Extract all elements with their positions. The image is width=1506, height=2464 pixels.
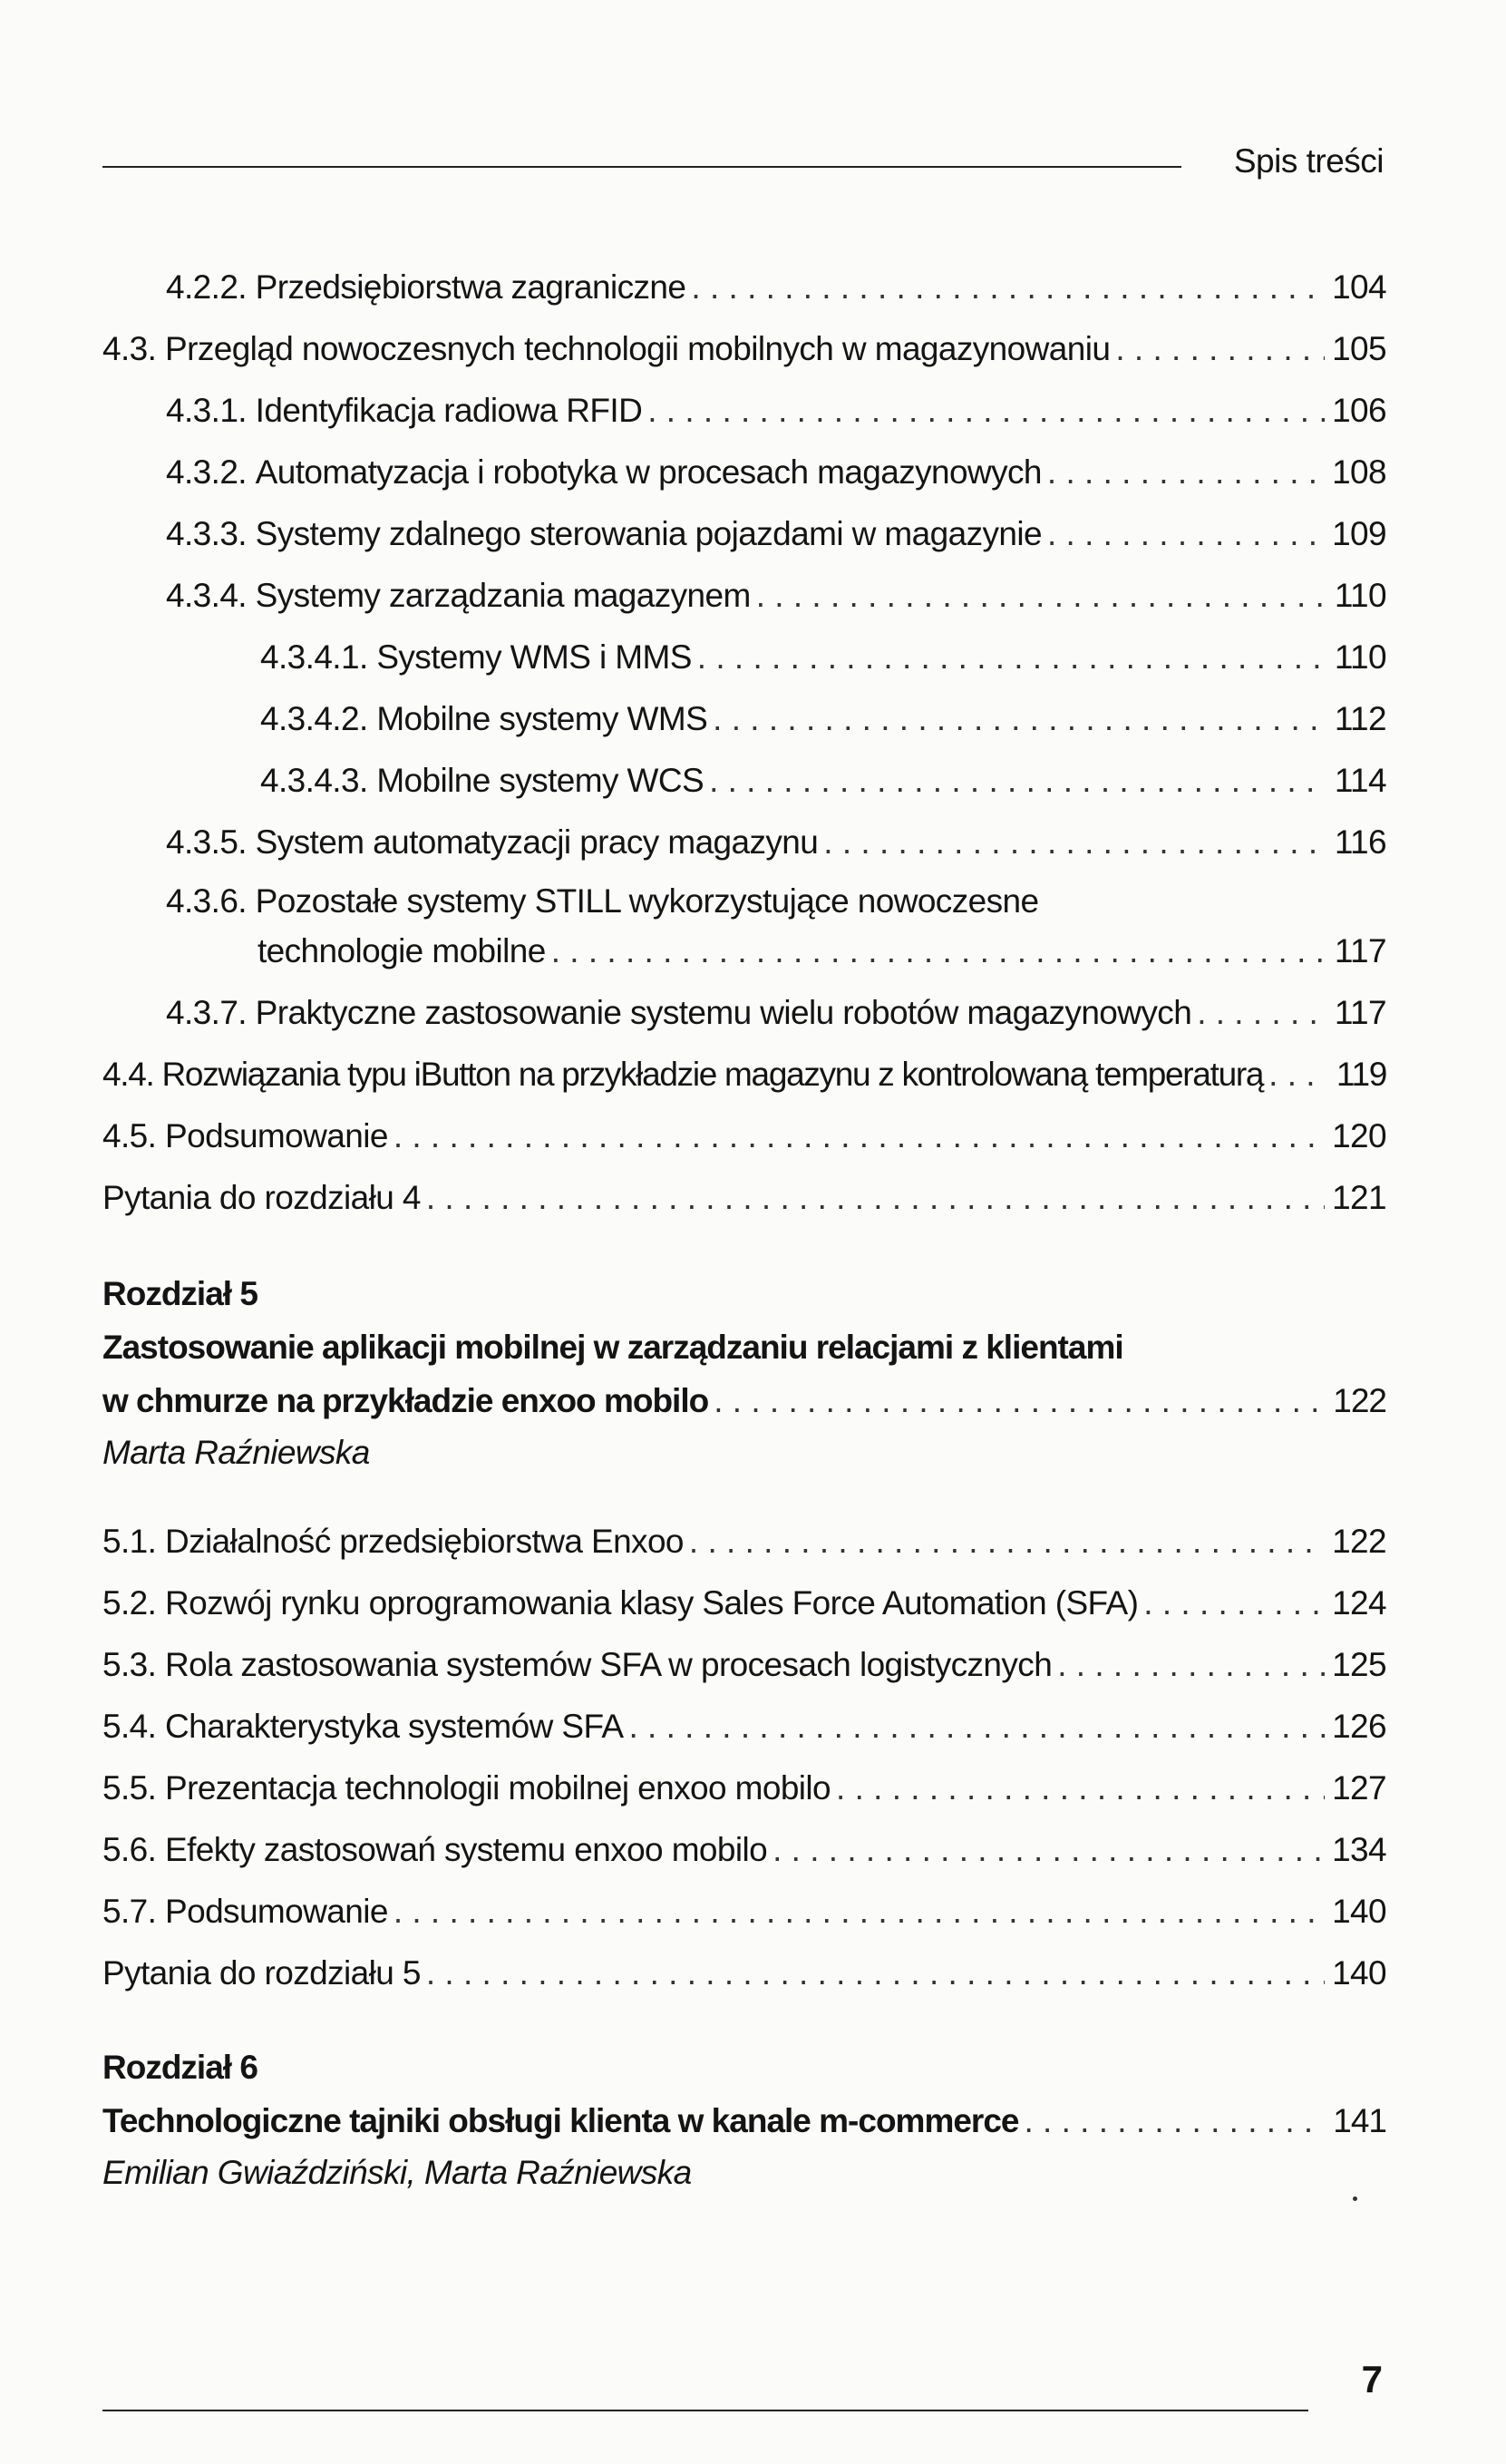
chapter-title-line2: w chmurze na przykładzie enxoo mobilo xyxy=(102,1382,709,1419)
page-number: 7 xyxy=(1361,2358,1383,2401)
dot-leader xyxy=(551,930,1325,973)
toc-entry xyxy=(166,821,1386,864)
dot-leader xyxy=(697,636,1325,679)
entry-page: 106 xyxy=(1332,392,1386,429)
dot-leader xyxy=(1268,1053,1325,1096)
print-speck xyxy=(1353,2196,1357,2201)
entry-number: 4.3. xyxy=(102,330,157,367)
entry-title: System automatyzacji pracy magazynu xyxy=(255,823,819,861)
entry-title: Prezentacja technologii mobilnej enxoo mobilo xyxy=(165,1769,831,1807)
toc-entry xyxy=(166,266,1386,309)
toc-entry xyxy=(102,1582,1386,1625)
entry-number: 5.6. xyxy=(102,1831,157,1868)
entry-number: 4.3.4.1. xyxy=(260,638,368,676)
entry-page: 104 xyxy=(1332,268,1386,306)
entry-title: Mobilne systemy WCS xyxy=(376,762,704,799)
entry-title: Pytania do rozdziału 5 xyxy=(102,1954,421,1992)
dot-leader xyxy=(628,1705,1325,1748)
entry-page: 114 xyxy=(1334,762,1386,799)
entry-page: 112 xyxy=(1334,700,1386,737)
entry-page: 121 xyxy=(1332,1179,1386,1216)
dot-leader xyxy=(713,697,1325,741)
toc-entry xyxy=(102,1643,1386,1687)
entry-page: 116 xyxy=(1334,823,1386,861)
entry-number: 5.1. xyxy=(102,1523,157,1560)
toc-entry-questions xyxy=(102,1176,1386,1220)
footer-rule xyxy=(102,2410,1308,2411)
dot-leader xyxy=(1024,2099,1325,2143)
dot-leader xyxy=(1047,512,1325,556)
toc-entry xyxy=(166,451,1386,494)
entry-title: Rozwiązania typu iButton na przykładzie magazynu z kontrolowaną temperaturą xyxy=(161,1056,1264,1093)
dot-leader xyxy=(714,1379,1325,1423)
dot-leader xyxy=(426,1176,1325,1220)
chapter-label: Rozdział 6 xyxy=(102,2049,257,2086)
entry-title: Podsumowanie xyxy=(165,1893,388,1930)
toc-entry xyxy=(102,1705,1386,1748)
entry-page: 125 xyxy=(1332,1646,1386,1683)
entry-page: 109 xyxy=(1332,515,1386,552)
dot-leader xyxy=(756,574,1325,618)
entry-number: 5.3. xyxy=(102,1646,157,1683)
entry-page: 110 xyxy=(1334,638,1386,676)
entry-title: Przegląd nowoczesnych technologii mobilnych w magazynowaniu xyxy=(165,330,1111,367)
dot-leader xyxy=(1197,991,1325,1035)
toc-entry-continuation xyxy=(257,930,1386,973)
header-rule xyxy=(102,166,1181,168)
entry-title: Pytania do rozdziału 4 xyxy=(102,1179,421,1216)
chapter-author: Emilian Gwiaździński, Marta Raźniewska xyxy=(102,2154,692,2191)
entry-page: 117 xyxy=(1334,994,1386,1031)
entry-page: 141 xyxy=(1333,2102,1386,2139)
entry-page: 127 xyxy=(1332,1769,1386,1807)
entry-number: 5.2. xyxy=(102,1584,157,1622)
dot-leader xyxy=(1047,451,1325,494)
dot-leader xyxy=(1143,1582,1325,1625)
entry-title: Praktyczne zastosowanie systemu wielu robotów magazynowych xyxy=(255,994,1192,1031)
entry-page: 105 xyxy=(1332,330,1386,367)
entry-number: 4.3.3. xyxy=(166,515,247,552)
chapter-author: Marta Raźniewska xyxy=(102,1434,370,1471)
toc-entry xyxy=(260,697,1386,741)
entry-number: 4.3.2. xyxy=(166,453,247,491)
chapter-title: Technologiczne tajniki obsługi klienta w kanale m-commerce xyxy=(102,2102,1019,2139)
entry-page: 122 xyxy=(1332,1523,1386,1560)
entry-page: 108 xyxy=(1332,453,1386,491)
toc-entry xyxy=(102,1053,1386,1096)
dot-leader xyxy=(1057,1643,1325,1687)
toc-entry xyxy=(166,512,1386,556)
chapter-title-line1: Zastosowanie aplikacji mobilnej w zarządzaniu relacjami z klientami xyxy=(102,1329,1123,1366)
entry-page: 134 xyxy=(1332,1831,1386,1868)
entry-page: 120 xyxy=(1332,1117,1386,1154)
entry-number: 4.3.4. xyxy=(166,577,247,614)
entry-title: Systemy zarządzania magazynem xyxy=(255,577,751,614)
entry-page: 126 xyxy=(1332,1708,1386,1745)
entry-page: 140 xyxy=(1332,1893,1386,1930)
dot-leader xyxy=(836,1767,1325,1810)
entry-number: 4.3.6. xyxy=(166,882,247,920)
toc-entry-questions xyxy=(102,1952,1386,1995)
dot-leader xyxy=(823,821,1325,864)
toc-entry xyxy=(102,1767,1386,1810)
entry-page: 117 xyxy=(1334,932,1386,969)
dot-leader xyxy=(691,266,1325,309)
toc-entry xyxy=(260,759,1386,803)
entry-title: Podsumowanie xyxy=(165,1117,388,1154)
toc-entry xyxy=(102,1115,1386,1158)
toc-entry xyxy=(166,389,1386,433)
running-header: Spis treści xyxy=(1233,142,1384,180)
entry-title: Efekty zastosowań systemu enxoo mobilo xyxy=(165,1831,768,1868)
toc-entry xyxy=(102,1520,1386,1563)
chapter-title-entry xyxy=(102,1379,1386,1423)
entry-number: 4.5. xyxy=(102,1117,157,1154)
toc-entry xyxy=(166,991,1386,1035)
dot-leader xyxy=(689,1520,1325,1563)
entry-title: Systemy WMS i MMS xyxy=(376,638,692,676)
entry-page: 110 xyxy=(1334,577,1386,614)
entry-number: 5.7. xyxy=(102,1893,157,1930)
toc-entry xyxy=(102,1890,1386,1933)
dot-leader xyxy=(394,1115,1325,1158)
dot-leader xyxy=(426,1952,1325,1995)
entry-title: Mobilne systemy WMS xyxy=(376,700,708,737)
chapter-title-entry xyxy=(102,2099,1386,2143)
entry-number: 4.4. xyxy=(102,1056,154,1093)
entry-title: Systemy zdalnego sterowania pojazdami w magazynie xyxy=(255,515,1042,552)
entry-title: Automatyzacja i robotyka w procesach magazynowych xyxy=(255,453,1042,491)
entry-title: Pozostałe systemy STILL wykorzystujące nowoczesne xyxy=(255,882,1039,920)
entry-number: 5.5. xyxy=(102,1769,157,1807)
entry-number: 5.4. xyxy=(102,1708,157,1745)
entry-title: Charakterystyka systemów SFA xyxy=(165,1708,624,1745)
entry-page: 122 xyxy=(1333,1382,1386,1419)
entry-title: Rozwój rynku oprogramowania klasy Sales Force Automation (SFA) xyxy=(165,1584,1139,1622)
entry-number: 4.2.2. xyxy=(166,268,247,306)
entry-title: Identyfikacja radiowa RFID xyxy=(255,392,643,429)
toc-entry xyxy=(102,1828,1386,1872)
entry-title: Rola zastosowania systemów SFA w procesach logistycznych xyxy=(165,1646,1053,1683)
entry-page: 119 xyxy=(1336,1056,1386,1093)
entry-title-continued: technologie mobilne xyxy=(257,932,546,969)
entry-number: 4.3.1. xyxy=(166,392,247,429)
entry-page: 124 xyxy=(1332,1584,1386,1622)
dot-leader xyxy=(709,759,1325,803)
toc-entry xyxy=(166,574,1386,618)
entry-title: Działalność przedsiębiorstwa Enxoo xyxy=(165,1523,684,1560)
entry-number: 4.3.5. xyxy=(166,823,247,861)
dot-leader xyxy=(394,1890,1325,1933)
entry-title: Przedsiębiorstwa zagraniczne xyxy=(255,268,686,306)
entry-page: 140 xyxy=(1332,1954,1386,1992)
dot-leader xyxy=(647,389,1325,433)
entry-number: 4.3.7. xyxy=(166,994,247,1031)
toc-entry xyxy=(102,327,1386,371)
toc-entry xyxy=(260,636,1386,679)
chapter-label: Rozdział 5 xyxy=(102,1275,257,1312)
dot-leader xyxy=(772,1828,1325,1872)
toc-entry-first-line xyxy=(166,880,1038,923)
dot-leader xyxy=(1115,327,1325,371)
entry-number: 4.3.4.3. xyxy=(260,762,368,799)
entry-number: 4.3.4.2. xyxy=(260,700,368,737)
